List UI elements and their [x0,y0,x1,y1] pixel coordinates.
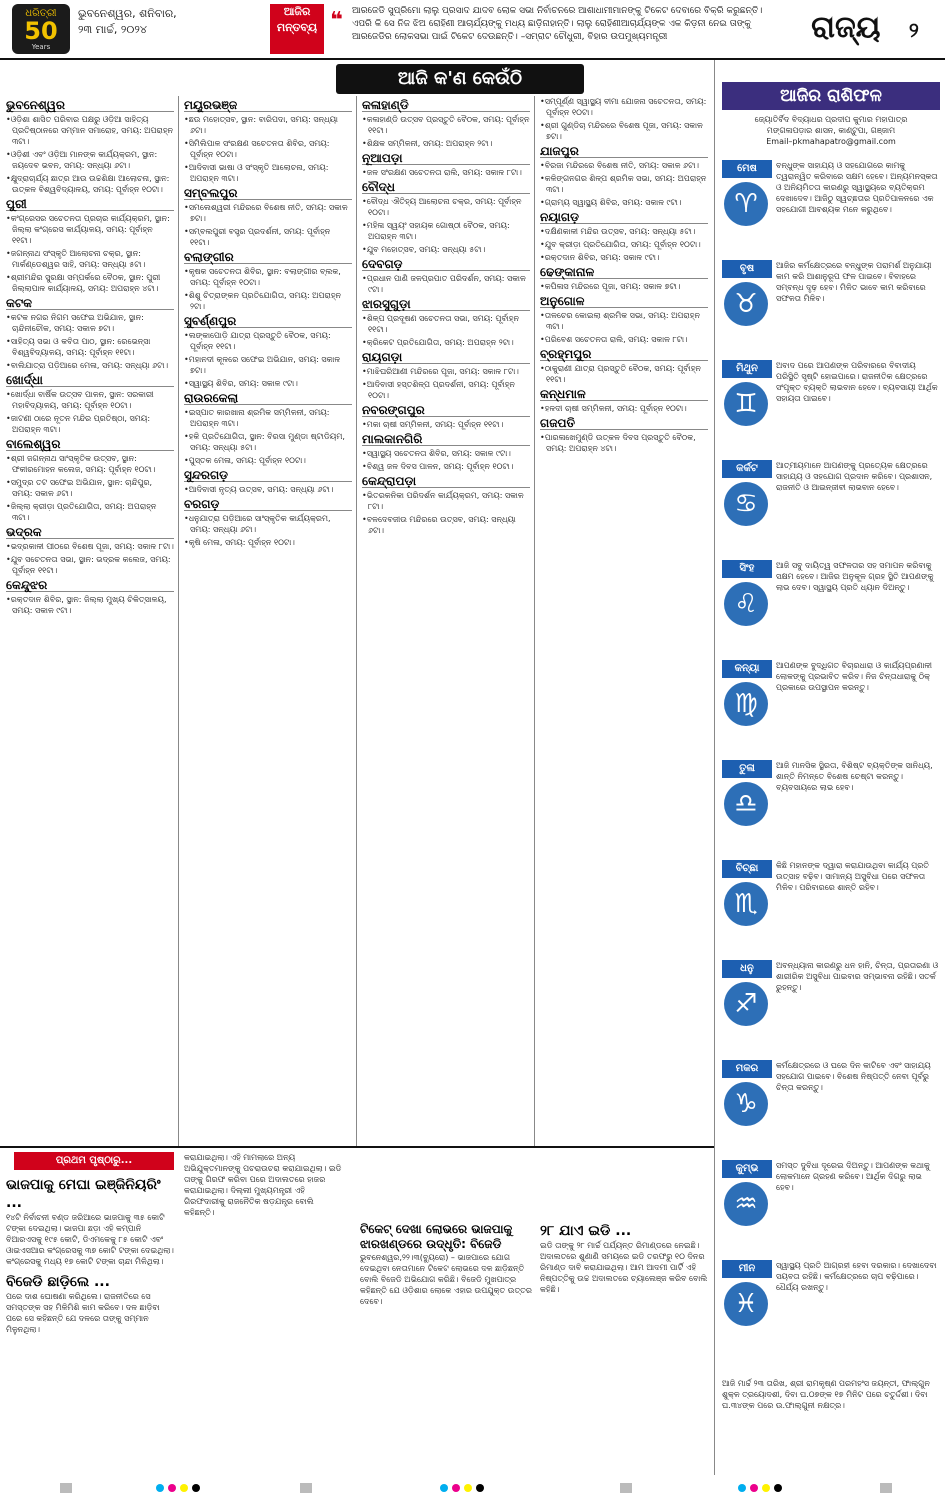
event-item: • ଠାକୁରାଣୀ ଯାତ୍ରା ପ୍ରସ୍ତୁତି ବୈଠକ, ସମୟ: ପୂର୍ବାହ୍ନ ୧୧ଟା। [540,363,708,385]
story-text: ଇଡି ତାଙ୍କୁ ୨୮ ମାର୍ଚ୍ଚ ପର୍ଯ୍ୟନ୍ତ ରିମାଣ୍ଡରେ ନେଇଛି। ଅଦାଲତରେ ଶୁଣାଣି ସମୟରେ ଇଡି ତରଫରୁ ୧୦ ଦିନର ରିମାଣ୍ଡ ଦାବି କରାଯାଇଥିଲା। ଆମ ଆଦମୀ ପାର୍ଟି ଏହି ନିଷ୍ପତ୍ତିକୁ ଉଚ୍ଚ ଅଦାଲତରେ ଚ୍ୟାଲେଞ୍ଜ କରିବ ବୋଲି କହିଛି। [540,1241,708,1294]
zodiac-icon: ♉ [724,282,768,326]
district-heading: ବାଲେଶ୍ୱର [6,439,174,451]
cyan-dot [440,1484,448,1492]
district-heading: ସମ୍ବଲପୁର [184,188,352,200]
event-item: • ଜାଟଣୀ ଠାରେ ନୂତନ ମନ୍ଦିର ପ୍ରତିଷ୍ଠା, ସମୟ: ଅପରାହ୍ନ ୩ଟା। [6,413,174,435]
rashi-prediction: ଆଜି ସବୁ ଦାୟିତ୍ୱ ସଫଳତାର ସହ ସମାପନ କରିବାକୁ ସକ୍ଷମ ହେବେ। ଆଜିର ଅନୁକୂଳ ଗ୍ରହ ସ୍ଥିତି ଆପଣଙ୍କୁ ଲାଭ ଦେବ। ସ୍ୱାସ୍ଥ୍ୟ ପ୍ରତି ଧ୍ୟାନ ଦିଅନ୍ତୁ। [776,561,934,592]
rashifal-title: ଆଜିର ରାଶିଫଳ [722,82,940,110]
rashi-prediction: କିଛି ମହାନଙ୍କ ଦ୍ୱାରା କରାଯାଉଥିବା କାର୍ଯ୍ୟ ପ୍ରତି ଉତ୍ସାହ ବଢ଼ିବ। ସାମାନ୍ୟ ଅସୁବିଧା ପରେ ସଫଳତା ମିଳିବ। ପରିବାରରେ ଶାନ୍ତି ରହିବ। [776,861,929,892]
event-item: • ଆଦିବାସୀ ଭାଷା ଓ ସଂସ୍କୃତି ଆଲୋଚନା, ସମୟ: ଅପରାହ୍ନ ୩ଟା। [184,162,352,184]
rashi-name: ମିଥୁନ [722,360,772,378]
event-item: • ବାଲିଯାତ୍ରା ପଡ଼ିଆରେ ମେଳା, ସମୟ: ସନ୍ଧ୍ୟା ୬ଟା। [6,360,174,371]
column-divider [534,96,535,1146]
black-dot [774,1484,782,1492]
column-divider [714,60,715,1475]
district-heading: ରାୟଗଡ଼ା [362,352,530,364]
zodiac-icon: ♓ [724,1282,768,1326]
zodiac-icon: ♋ [724,482,768,526]
story-title: ବିଜେଡି ଛାଡ଼ିଲେ ... [6,1274,110,1290]
event-item: • ଖୋର୍ଦ୍ଧା ବାର୍ଷିକ ଉତ୍ସବ ପାଳନ, ସ୍ଥାନ: ସରକାରୀ ମହାବିଦ୍ୟାଳୟ, ସମୟ: ପୂର୍ବାହ୍ନ ୧୦ଟା। [6,389,174,411]
black-dot [192,1484,200,1492]
astrologer-name: ଜ୍ୟୋତିର୍ବିଦ ବିଦ୍ୟାଧର ପ୍ରଦୀପ କୁମାର ମହାପାତ୍ର [754,115,908,124]
event-item: • ଭିତରକନିକା ପରିଦର୍ଶନ କାର୍ଯ୍ୟକ୍ରମ, ସମୟ: ସକାଳ ୮ଟା। [362,490,530,512]
event-item: • କଳିଙ୍ଗନଗର ଶିଳ୍ପ ଶ୍ରମିକ ସଭା, ସମୟ: ଅପରାହ୍ନ ୩ଟା। [540,173,708,195]
event-item: • ଯୁବ ମହୋତ୍ସବ, ସମୟ: ସନ୍ଧ୍ୟା ୫ଟା। [362,244,530,255]
district-heading: ରାଉରକେଲା [184,393,352,405]
registration-mark [300,1483,312,1493]
rashi-card [722,1260,940,1358]
magenta-dot [750,1484,758,1492]
district-heading: ସୁନ୍ଦରଗଡ଼ [184,470,352,482]
zodiac-icon: ♐ [724,982,768,1026]
listing-column-3 [362,96,530,1146]
event-item: • କ୍ଷୁଦ୍ରାଚାର୍ଯ୍ୟ ଛାତ୍ର ଆଉ ଉଚ୍ଚଶିକ୍ଷା ଆଲୋଚନା, ସ୍ଥାନ: ଉତ୍କଳ ବିଶ୍ୱବିଦ୍ୟାଳୟ, ସମୟ: ପୂର୍ବାହ୍ନ ୧୦ଟା। [6,173,174,195]
event-item: • ଗ୍ରାମ୍ୟ ସ୍ୱାସ୍ଥ୍ୟ ଶିବିର, ସମୟ: ସକାଳ ୯ଟା। [540,197,708,208]
listing-column-4 [540,96,708,1146]
event-item: • ସମଲେଶ୍ୱରୀ ମନ୍ଦିରରେ ବିଶେଷ ନୀତି, ସମୟ: ସକାଳ ୭ଟା। [184,202,352,224]
district-heading: କନ୍ଧମାଳ [540,389,708,401]
rashi-card [722,260,940,358]
event-item: • ବୌଦ୍ଧ ଐତିହ୍ୟ ଆଲୋଚନା ଚକ୍ର, ସମୟ: ପୂର୍ବାହ୍ନ ୧୦ଟା। [362,196,530,218]
event-item: • ପୁସ୍ତକ ମେଳା, ସମୟ: ପୂର୍ବାହ୍ନ ୧୦ଟା। [184,455,352,466]
event-item: • ପାରଳାଖେମୁଣ୍ଡି ଉତ୍କଳ ଦିବସ ପ୍ରସ୍ତୁତି ବୈଠକ, ସମୟ: ଅପରାହ୍ନ ୪ଟା। [540,432,708,454]
rashi-prediction: ସ୍ୱାସ୍ଥ୍ୟ ପ୍ରତି ଆଗ୍ରହୀ ହେବା ଦରକାର। ଦେଖାଦେବା ସୟବତା ରହିଛି। କର୍ମକ୍ଷେତ୍ରରେ ଚାପ ବଢ଼ିପାରେ। ଧୈର୍ଯ୍ୟ ରଖନ୍ତୁ। [776,1261,937,1292]
city-day: ଭୁବନେଶ୍ୱର, ଶନିବାର, [78,7,177,20]
rashi-name: କନ୍ୟା [722,660,772,678]
event-item: • ଓଡ଼ିଶା ଶାସିତ ପରିବାର ପକ୍ଷରୁ ଓଡ଼ିଆ ସାହିତ୍ୟ ପ୍ରତିଷ୍ଠାନରେ ସମ୍ମାନ ସମାରୋହ, ସମୟ: ଅପରାହ୍ନ ୩ଟା। [6,114,174,147]
event-item: • ଜିଲ୍ଲା କ୍ରୀଡ଼ା ପ୍ରତିଯୋଗିତା, ସମୟ: ଅପରାହ୍ନ ୩ଟା। [6,501,174,523]
zodiac-icon: ♎ [724,782,768,826]
event-item: • କଂଗ୍ରେସର ସଚେତନତା ପ୍ରଚାର କାର୍ଯ୍ୟକ୍ରମ, ସ୍ଥାନ: ଜିଲ୍ଲା କଂଗ୍ରେସ କାର୍ଯ୍ୟାଳୟ, ସମୟ: ପୂର୍ବାହ୍ନ ୧୧ଟା। [6,213,174,246]
event-item: • ସମ୍ପୂର୍ଣ୍ଣ ସ୍ୱାସ୍ଥ୍ୟ ବୀମା ଯୋଜନା ସଚେତନତା, ସମୟ: ପୂର୍ବାହ୍ନ ୧୦ଟା। [540,96,708,118]
event-item: • ଶ୍ରୀ ଜଗନ୍ନାଥ ସାଂସ୍କୃତିକ ଉତ୍ସବ, ସ୍ଥାନ: ଫକୀରମୋହନ କଲେଜ, ସମୟ: ପୂର୍ବାହ୍ନ ୧୦ଟା। [6,453,174,475]
event-item: • ଆଦିବାସୀ ନୃତ୍ୟ ଉତ୍ସବ, ସମୟ: ସନ୍ଧ୍ୟା ୬ଟା। [184,484,352,495]
story-title: ୨୮ ଯାଏ ଇଡି ... [540,1223,632,1239]
date: ୨୩ ମାର୍ଚ୍ଚ, ୨୦୨୪ [78,23,147,36]
story-text: ଭୁବନେଶ୍ୱର,୨୨।୩(ବ୍ୟୁରୋ) – ଭାଜପାରେ ଯୋଗ ଦେଇଥିବା ନେତାମାନେ ଟିକେଟ ଲୋଭରେ ଦଳ ଛାଡ଼ିଛନ୍ତି ବୋଲି ବିଜେଡି ଅଭିଯୋଗ କରିଛି। ବିଜେଡି ମୁଖପାତ୍ର କହିଛନ୍ତି ଯେ ଓଡ଼ିଶାର ଲୋକେ ଏହାର ଉପଯୁକ୍ତ ଉତ୍ତର ଦେବେ। [360,1253,532,1306]
rashi-card [722,1060,940,1158]
yellow-dot [464,1484,472,1492]
district-heading: ଦେବଗଡ଼ [362,259,530,271]
page-headline: ଆଜି କ'ଣ କେଉଁଠି [336,64,584,94]
event-item: • ଜଗନ୍ନାଥ ସଂସ୍କୃତି ଆଲୋଚନା ଚକ୍ର, ସ୍ଥାନ: ମାର୍କଣ୍ଡେଶ୍ୱର ସାହି, ସମୟ: ସନ୍ଧ୍ୟା ୫ଟା। [6,248,174,270]
district-heading: ଝାରସୁଗୁଡ଼ା [362,299,530,311]
registration-mark [880,1483,892,1493]
event-item: • ବଳଦେବଜୀଉ ମନ୍ଦିରରେ ଉତ୍ସବ, ସମୟ: ସନ୍ଧ୍ୟା ୬ଟା। [362,514,530,536]
district-heading: ଭଦ୍ରକ [6,527,174,539]
quote-icon: ❝ [330,8,343,33]
almanac: ଆଜି ମାର୍ଚ୍ଚ ୨୩ ତାରିଖ, ଶ୍ରୀ ରାମକୃଷ୍ଣ ପରମହଂସ ଜୟନ୍ତୀ, ଫାଲ୍ଗୁନ ଶୁକ୍ଳ ତ୍ରୟୋଦଶୀ, ଦିବା ଘ.୦୭ଙ୍କ ୧୭ ମିନିଟ ପରେ ଚତୁର୍ଦ୍ଦଶୀ। ଦିବା ଘ.୩୪ଙ୍କ ପରେ ଉ.ଫାଲ୍ଗୁନୀ ନକ୍ଷତ୍ର। [722,1379,930,1410]
story-text: ପରେ ଦାଶ ଘୋଷଣା କରିଥିଲେ। ରାଜନୀତିରେ ସେ ସମସ୍ତଙ୍କ ସହ ମିଳିମିଶି କାମ କରିବେ। ଦଳ ଛାଡ଼ିବା ପରେ ସେ କହିଛନ୍ତି ଯେ ଦଳରେ ତାଙ୍କୁ ସମ୍ମାନ ମିଳୁନଥିଲା। [6,1292,160,1334]
rashi-name: ବୃଷ [722,260,772,278]
event-item: • ଓଡ଼ିଶୀ ଏବଂ ଓଡ଼ିଆ ମାନଙ୍କ କାର୍ଯ୍ୟକ୍ରମ, ସ୍ଥାନ: ଜୟଦେବ ଭବନ, ସମୟ: ସନ୍ଧ୍ୟା ୬ଟା। [6,149,174,171]
newspaper-logo [12,4,70,54]
rashi-card [722,460,940,558]
magenta-dot [168,1484,176,1492]
district-heading: ବୌଦ୍ଧ [362,182,530,194]
rashi-name: ସିଂହ [722,560,772,578]
zodiac-icon: ♑ [724,1082,768,1126]
story-title: ଭାଜପାକୁ ମେଘା ଇଞ୍ଜିନିୟରିଂ ... [6,1177,161,1211]
event-item: • ଲଙ୍କାପୋଡ଼ି ଯାତ୍ରା ପ୍ରସ୍ତୁତି ବୈଠକ, ସମୟ: ପୂର୍ବାହ୍ନ ୧୧ଟା। [184,330,352,352]
district-heading: ନୂଆପଡ଼ା [362,153,530,165]
rashi-prediction: ଅବନ୍ଧ୍ୟାନା କାରଣରୁ ଧନ ହାନି, ଚିନ୍ତା, ପ୍ରତାରଣା ଓ ଶାରୀରିକ ଅସୁବିଧା ପାଇବାର ସମ୍ଭାବନା ରହିଛି। ସତର୍କ ରୁହନ୍ତୁ। [776,961,939,992]
rashi-card [722,160,940,258]
district-heading: ଭୁବନେଶ୍ୱର [6,100,174,112]
event-item: • ହକି ପ୍ରତିଯୋଗିତା, ସ୍ଥାନ: ବିରସା ମୁଣ୍ଡା ଷ୍ଟାଡିୟମ, ସମୟ: ସନ୍ଧ୍ୟା ୫ଟା। [184,431,352,453]
district-heading: କଳାହାଣ୍ଡି [362,100,530,112]
event-item: • ସମ୍ବଲପୁରୀ ବସ୍ତ୍ର ପ୍ରଦର୍ଶନୀ, ସମୟ: ପୂର୍ବାହ୍ନ ୧୧ଟା। [184,226,352,248]
event-item: • ଯୁବ ସଚେତନତା ସଭା, ସ୍ଥାନ: ଭଦ୍ରକ କଲେଜ, ସମୟ: ପୂର୍ବାହ୍ନ ୧୧ଟା। [6,554,174,576]
astrologer-info [722,114,940,147]
story-ed [540,1222,710,1472]
continued-label: ପ୍ରଥମ ପୃଷ୍ଠାରୁ... [14,1152,174,1170]
registration-mark [620,1483,632,1493]
event-item: • କଟକ ନଗର ନିଗମ ସଫେଇ ଅଭିଯାନ, ସ୍ଥାନ: ଚାନ୍ଦିନୀଚୌକ, ସମୟ: ସକାଳ ୭ଟା। [6,312,174,334]
quote-label [270,4,324,54]
quote-label-text: ଆଜିର ମନ୍ତବ୍ୟ [276,5,318,34]
rashi-prediction: ଅବାଦ ପରେ ଆପଣଙ୍କ ପରିବାରରେ ବିବାଦୀୟ ପରିସ୍ଥିତି ସୃଷ୍ଟି ହୋଇପାରେ। ରାଜନୀତିକ କ୍ଷେତ୍ରରେ ସଂପୃକ୍ତ ବ୍ୟକ୍ତି ଲାଭବାନ ହେବେ। ବ୍ୟବସାୟୀ ଆର୍ଥିକ ସହାୟତା ପାଇବେ। [776,361,938,403]
astrologer-email: Email–pkmahapatro@gmail.com [766,137,896,146]
page-number: ୨ [908,18,919,42]
event-item: • ବିରଜା ମନ୍ଦିରରେ ବିଶେଷ ନୀତି, ସମୟ: ସକାଳ ୬ଟା। [540,160,708,171]
event-item: • ରକ୍ତଦାନ ଶିବିର, ସ୍ଥାନ: ଜିଲ୍ଲା ମୁଖ୍ୟ ଚିକିତ୍ସାଳୟ, ସମୟ: ସକାଳ ୯ଟା। [6,594,174,616]
rashi-prediction: ଆତ୍ମୀୟମାନେ ଆପଣଙ୍କୁ ପ୍ରତ୍ୟେକ କ୍ଷେତ୍ରରେ ସାହାଯ୍ୟ ଓ ସହଯୋଗ ପ୍ରଦାନ କରିବେ। ପ୍ରଶାସନ, ରାଜନୀତି ଓ ଆଇନ୍ଜୀବୀ ଲାଭବାନ ହେବେ। [776,461,933,492]
district-heading: ଗଜପତି [540,418,708,430]
zodiac-icon: ♈ [724,182,768,226]
yellow-dot [762,1484,770,1492]
color-registration-bar [0,1478,945,1497]
rashi-card [722,960,940,1058]
column-divider [356,96,357,1146]
rashi-card [722,860,940,958]
zodiac-icon: ♊ [724,382,768,426]
event-item: • କୃଷକ ସଚେତନତା ଶିବିର, ସ୍ଥାନ: ବଲାଙ୍ଗୀର ବ୍ଲକ, ସମୟ: ପୂର୍ବାହ୍ନ ୧୦ଟା। [184,266,352,288]
event-item: • ବିଶ୍ୱ ଜଳ ଦିବସ ପାଳନ, ସମୟ: ପୂର୍ବାହ୍ନ ୧୦ଟା। [362,461,530,472]
rashi-name: ଧନୁ [722,960,772,978]
section-title [790,4,940,52]
district-heading: ନୟାଗଡ଼ [540,212,708,224]
rashi-name: ମୀନ [722,1260,772,1278]
logo-title: ଧରିତ୍ରୀ [25,8,57,19]
district-heading: ମୟୂରଭଞ୍ଜ [184,100,352,112]
district-heading: ନବରଙ୍ଗପୁର [362,405,530,417]
district-heading: ବ୍ରହ୍ମପୁର [540,349,708,361]
zodiac-icon: ♒ [724,1182,768,1226]
event-item: • ଆଦିବାସୀ ହସ୍ତଶିଳ୍ପ ପ୍ରଦର୍ଶନୀ, ସମୟ: ପୂର୍ବାହ୍ନ ୧୦ଟା। [362,379,530,401]
rashi-prediction: ଆଜିର କର୍ମକ୍ଷେତ୍ରରେ ବନ୍ଧୁଙ୍କ ପରାମର୍ଶ ଅନୁଯାୟୀ କାମ କରି ଆଶାନୁରୂପ ଫଳ ପାଇବେ। ବିବାହରେ ସମ୍ବନ୍ଧ ଦୃଢ଼ ହେବ। ମିଳିତ ଭାବେ କାମ କରିବାରେ ସଫଳତା ମିଳିବ। [776,261,932,303]
event-item: • ଶିକ୍ଷକ ସମ୍ମିଳନୀ, ସମୟ: ଅପରାହ୍ନ ୨ଟା। [362,138,530,149]
rashi-card [722,760,940,858]
rashi-name: ମେଷ [722,160,772,178]
event-item: • ମକା ଚାଷୀ ସମ୍ମିଳନୀ, ସମୟ: ପୂର୍ବାହ୍ନ ୧୧ଟା। [362,419,530,430]
rashi-prediction: ସମସ୍ତ ଦୁବିଧା ଦୂରେଇ ଦିଅନ୍ତୁ। ଆପଣଙ୍କ କଥାକୁ ଲୋକମାନେ ଗ୍ରହଣ କରିବେ। ଆର୍ଥିକ ଦିଗରୁ ଲାଭ ହେବ। [776,1161,930,1192]
district-heading: କେନ୍ଦ୍ରାପଡ଼ା [362,476,530,488]
yellow-dot [180,1484,188,1492]
event-item: • ଶିଳ୍ପ ପ୍ରଦୂଷଣ ସଚେତନତା ସଭା, ସମୟ: ପୂର୍ବାହ୍ନ ୧୧ଟା। [362,313,530,335]
quote-text: ଆରଜେଡି ସୁପ୍ରିମୋ ଲାଲୁ ପ୍ରସାଦ ଯାଦବ ଲୋକ ସଭା ନିର୍ବାଚନରେ ଆଶାଧାମୀମାନଙ୍କୁ ଟିକେଟ ଦେବାରେ ବିକ୍ରି କରୁଛନ୍ତି। ଏପରି କି ସେ ନିଜ ଝିଅ ରୋହିଣୀ ଆଚାର୍ଯ୍ୟଙ୍କୁ ମଧ୍ୟ ଛାଡ଼ିନାହାନ୍ତି। ଲାଲୁ ରୋହିଣୀଆଚାର୍ଯ୍ୟଙ୍କ ଏକ କିଡ଼ନୀ ନେଇ ତାଙ୍କୁ ଆରଜେଡିର ଲୋକସଭା ପାଇଁ ଟିକେଟ ଦେଉଛନ୍ତି। –ସମ୍ରାଟ ଚୌଧୁରୀ, ବିହାର ଉପମୁଖ୍ୟମନ୍ତ୍ରୀ [352,6,763,42]
event-item: • ଛଉ ମହୋତ୍ସବ, ସ୍ଥାନ: ବାରିପଦା, ସମୟ: ସନ୍ଧ୍ୟା ୬ଟା। [184,114,352,136]
rashi-prediction: ଆପଣଙ୍କ ବୁଦ୍ଧିଗତ ବିଚାରଧାରା ଓ କାର୍ଯ୍ୟପ୍ରଣାଳୀ ଲୋକଙ୍କୁ ପ୍ରଭାବିତ କରିବ। ନିଜ ଚିନ୍ତାଧାରାକୁ ଠିକ୍ ପ୍ରକାରେ ଉପସ୍ଥାପନ କରନ୍ତୁ। [776,661,932,692]
story-continued [184,1152,344,1472]
event-item: • ସମୁଦ୍ର ତଟ ସଫେଇ ଅଭିଯାନ, ସ୍ଥାନ: ଚାନ୍ଦିପୁର, ସମୟ: ସକାଳ ୬ଟା। [6,477,174,499]
story-bjd [360,1222,536,1472]
event-item: • ସାହିତ୍ୟ ସଭା ଓ କବିତା ପାଠ, ସ୍ଥାନ: ରେଭେନ୍ସା ବିଶ୍ୱବିଦ୍ୟାଳୟ, ସମୟ: ପୂର୍ବାହ୍ନ ୧୧ଟା। [6,336,174,358]
rashi-prediction: କର୍ମକ୍ଷେତ୍ରରେ ଓ ଘରେ ଦିନ କାଟିବେ ଏବଂ ସାହାଯ୍ୟ ସହଯୋଗ ପାଇବେ। ବିଶେଷ ନିଷ୍ପତ୍ତି ନେବା ପୂର୍ବରୁ ଚିନ୍ତା କରନ୍ତୁ। [776,1061,931,1092]
story-text: ୧୪ଟି ନିର୍ବାଚନୀ ବଣ୍ଡ ଜରିଆରେ ଭାଜପାକୁ ୩୫ କୋଟି ଟଙ୍କା ଦେଇଥିଲା। ଭାଜପା ଛଡ଼ା ଏହି କମ୍ପାନି ବିଆରଏସକୁ ୧୯୫ କୋଟି, ଡିଏମକେକୁ ୮୫ କୋଟି ଏବଂ ଓାଇଏସଆର କଂଗ୍ରେସକୁ ୩୭ କୋଟି ଟଙ୍କା ଦେଇଥିଲା। କଂଗ୍ରେସକୁ ମଧ୍ୟ ୧୭ କୋଟି ଟଙ୍କା ଚାନ୍ଦା ମିଳିଥିଲା। [6,1213,174,1266]
registration-mark [60,1483,72,1493]
story-text: କରାଯାଇଥିଲା। ଏହି ମାମଲାରେ ଅନ୍ୟ ଅଭିଯୁକ୍ତମାନଙ୍କୁ ପଚରାଉଚରା କରାଯାଇଥିଲା। ଇଡି ତାଙ୍କୁ ଗିରଫ କରିବା ପରେ ଅଦାଲତରେ ହାଜର କରାଯାଇଥିଲା। ଦିଲ୍ଲୀ ମୁଖ୍ୟମନ୍ତ୍ରୀ ଏହି ଗିରଫଦାରୀକୁ ରାଜନୈତିକ ଷଡ଼ଯନ୍ତ୍ର ବୋଲି କହିଛନ୍ତି। [184,1153,342,1217]
rashi-name: ମକର [722,1060,772,1078]
rashi-name: କର୍କଟ [722,460,772,478]
rashi-card [722,360,940,458]
event-item: • ସ୍ୱାସ୍ଥ୍ୟ ଶିବିର, ସମୟ: ସକାଳ ୯ଟା। [184,378,352,389]
event-item: • କ୍ରିକେଟ ପ୍ରତିଯୋଗିତା, ସମୟ: ଅପରାହ୍ନ ୨ଟା। [362,337,530,348]
event-item: • କଳାହାଣ୍ଡି ଉତ୍ସବ ପ୍ରସ୍ତୁତି ବୈଠକ, ସମୟ: ପୂର୍ବାହ୍ନ ୧୧ଟା। [362,114,530,136]
event-item: • ସିମିଲିପାଳ ସଂରକ୍ଷଣ ସଚେତନତା ଶିବିର, ସମୟ: ପୂର୍ବାହ୍ନ ୧୦ଟା। [184,138,352,160]
event-item: • ଧନୁଯାତ୍ରା ପଡ଼ିଆରେ ସାଂସ୍କୃତିକ କାର୍ଯ୍ୟକ୍ରମ, ସମୟ: ସନ୍ଧ୍ୟା ୬ଟା। [184,513,352,535]
event-item: • ଦକ୍ଷିଣକାଳୀ ମନ୍ଦିର ଉତ୍ସବ, ସମୟ: ସନ୍ଧ୍ୟା ୫ଟା। [540,226,708,237]
rashi-prediction: ଆଜି ମାନସିକ ସ୍ଥିରତା, ବିଶିଷ୍ଟ ବ୍ୟକ୍ତିଙ୍କ ସାନିଧ୍ୟ, ଶାନ୍ତି ନିମନ୍ତେ ବିଶେଷ ଚେଷ୍ଟା କରନ୍ତୁ। ବ୍ୟବସାୟରେ ଲାଭ ହେବ। [776,761,933,792]
event-item: • ପରିବେଶ ସଚେତନତା ରାଲି, ସମୟ: ସକାଳ ୮ଟା। [540,334,708,345]
event-item: • ମହାନଦୀ କୂଳରେ ସଫେଇ ଅଭିଯାନ, ସମୟ: ସକାଳ ୭ଟା। [184,354,352,376]
column-divider [178,96,179,1146]
dateline [78,6,258,38]
event-item: • ମାଝିଘରିଆଣୀ ମନ୍ଦିରରେ ପୂଜା, ସମୟ: ସକାଳ ୮ଟା। [362,366,530,377]
district-heading: ବଲାଙ୍ଗୀର [184,252,352,264]
rashi-card [722,1160,940,1258]
district-heading: କଟକ [6,298,174,310]
event-item: • ଶିଶୁ ଚିତ୍ରାଙ୍କନ ପ୍ରତିଯୋଗିତା, ସମୟ: ଅପରାହ୍ନ ୨ଟା। [184,290,352,312]
event-item: • ମହିଳା ସ୍ୱୟଂ ସହାୟକ ଗୋଷ୍ଠୀ ବୈଠକ, ସମୟ: ଅପରାହ୍ନ ୩ଟା। [362,220,530,242]
zodiac-icon: ♌ [724,582,768,626]
district-heading: କେନ୍ଦୁଝର [6,580,174,592]
masthead [0,0,945,60]
rashi-card [722,660,940,758]
event-item: • ଶ୍ରୀ ଗୁଣ୍ଡିଚା ମନ୍ଦିରରେ ବିଶେଷ ପୂଜା, ସମୟ: ସକାଳ ୭ଟା। [540,120,708,142]
district-heading: ପୁରୀ [6,199,174,211]
zodiac-icon: ♏ [724,882,768,926]
event-item: • କପିଳାସ ମନ୍ଦିରରେ ପୂଜା, ସମୟ: ସକାଳ ୭ଟା। [540,281,708,292]
magenta-dot [452,1484,460,1492]
event-item: • ସ୍ୱାସ୍ଥ୍ୟ ସଚେତନତା ଶିବିର, ସମୟ: ସକାଳ ୯ଟା। [362,448,530,459]
section-name: ରାଜ୍ୟ [811,10,881,45]
event-item: • ରକ୍ତଦାନ ଶିବିର, ସମୟ: ସକାଳ ୯ଟା। [540,252,708,263]
district-heading: ଖୋର୍ଦ୍ଧା [6,375,174,387]
event-item: • ଭଦ୍ରକାଳୀ ପୀଠରେ ବିଶେଷ ପୂଜା, ସମୟ: ସକାଳ ୮ଟା। [6,541,174,552]
event-item: • ତାଳଚେର କୋଇଲା ଶ୍ରମିକ ସଭା, ସମୟ: ଅପରାହ୍ନ ୩ଟା। [540,310,708,332]
event-item: • ହଳଦୀ ଚାଷୀ ସମ୍ମିଳନୀ, ସମୟ: ପୂର୍ବାହ୍ନ ୧୦ଟା। [540,403,708,414]
district-heading: ଅନୁଗୋଳ [540,296,708,308]
listing-column-2 [184,96,352,1146]
astrologer-address: ମଙ୍ଗଳାପଡ଼ାର ଶାସନ, କାଣ୍ଟୁପା, ଗଞ୍ଜାମ [766,126,896,135]
zodiac-icon: ♍ [724,682,768,726]
district-heading: ସୁବର୍ଣ୍ଣପୁର [184,316,352,328]
rashi-name: କୁମ୍ଭ [722,1160,772,1178]
listing-column-1 [6,96,174,1146]
cyan-dot [156,1484,164,1492]
story-megha [6,1176,178,1471]
event-item: • ପ୍ରଧାନ ପାଣି ଜଳପ୍ରପାତ ପରିଦର୍ଶନ, ସମୟ: ସକାଳ ୯ଟା। [362,273,530,295]
event-item: • ଜଳ ସଂରକ୍ଷଣ ସଚେତନତା ରାଲି, ସମୟ: ସକାଳ ୮ଟା। [362,167,530,178]
district-heading: ବରଗଡ଼ [184,499,352,511]
logo-years: Years [31,43,51,51]
logo-number: 50 [24,17,58,45]
event-item: • ଯୁବ କ୍ରୀଡ଼ା ପ୍ରତିଯୋଗିତା, ସମୟ: ପୂର୍ବାହ୍ନ ୧୦ଟା। [540,239,708,250]
event-item: • ଶ୍ରୀମନ୍ଦିର ସୁରକ୍ଷା ସମ୍ପର୍କରେ ବୈଠକ, ସ୍ଥାନ: ପୁରୀ ଜିଲ୍ଲାପାଳ କାର୍ଯ୍ୟାଳୟ, ସମୟ: ଅପରାହ୍ନ ୪ଟା। [6,272,174,294]
rashi-name: ତୁଳା [722,760,772,778]
district-heading: ଢେଙ୍କାନାଳ [540,267,708,279]
rashi-prediction: ବନ୍ଧୁଙ୍କ ସାହାଯ୍ୟ ଓ ସହଯୋଗରେ କାମକୁ ତ୍ୱରାନ୍ୱିତ କରିବାରେ ସକ୍ଷମ ହେବେ। ଅନ୍ୟମନସ୍କତା ଓ ଅନିୟମିତତା କାରଣରୁ ସ୍ୱାସ୍ଥ୍ୟରେ ବ୍ୟତିକ୍ରମ ଦେଖାଦେବ। ଆଜିଠୁ ସ୍ୱଚ୍ଛତାର ପ୍ରତିପାଳନରେ ଏକ ସହଯୋଗୀ ଆବଶ୍ୟକ ମନେ କରୁଥିବେ। [776,161,938,214]
district-heading: ଯାଜପୁର [540,146,708,158]
event-item: • କୃଷି ମେଳା, ସମୟ: ପୂର୍ବାହ୍ନ ୧୦ଟା। [184,537,352,548]
rashi-card [722,560,940,658]
district-heading: ମାଲକାନଗିରି [362,434,530,446]
black-dot [476,1484,484,1492]
section-rule [0,1146,714,1148]
story-title: ଟିକେଟ୍ ଦେଖା ଲୋଭରେ ଭାଜପାକୁ ଝାରଖଣ୍ଡରେ ଉଦ୍ଧୃତି: ବିଜେଡି [360,1222,513,1251]
cyan-dot [738,1484,746,1492]
event-item: • ଇସ୍ପାତ କାରଖାନା ଶ୍ରମିକ ସମ୍ମିଳନୀ, ସମୟ: ଅପରାହ୍ନ ୩ଟା। [184,407,352,429]
rashi-name: ବିଚ୍ଛା [722,860,772,878]
